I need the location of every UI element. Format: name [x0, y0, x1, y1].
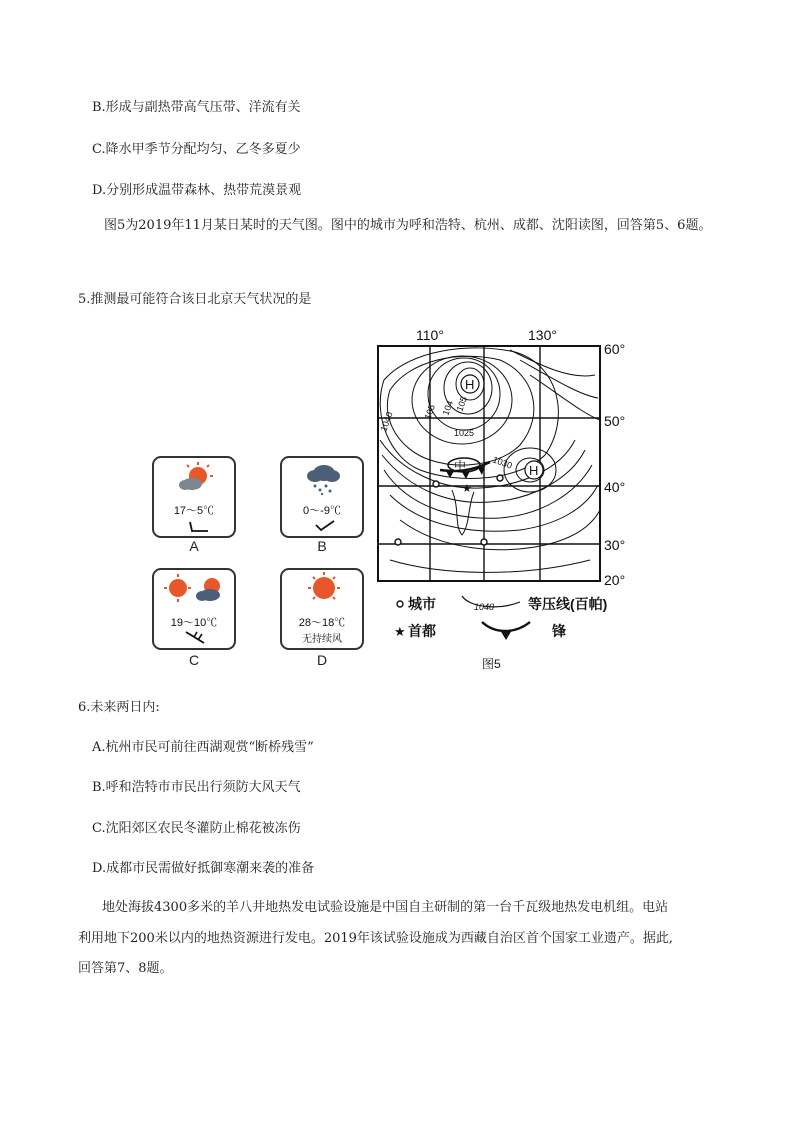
isobar-label: 104 [440, 399, 456, 417]
sun-icon [282, 570, 366, 618]
capital-star-icon: ★ [462, 482, 472, 495]
question-5: 5.推测最可能符合该日北京天气状况的是 [78, 292, 312, 307]
card-b-temp: 0～-9℃ [303, 505, 341, 517]
card-b-label: B [317, 538, 327, 554]
snow-cloud-icon [282, 458, 366, 506]
option-4c: C.降水甲季节分配均匀、乙冬多夏少 [92, 142, 301, 157]
card-d-label: D [316, 652, 328, 668]
legend-isobar: 等压线(百帕) [528, 596, 608, 612]
card-d-wind: 无持续风 [302, 634, 342, 645]
option-6d: D.成都市民需做好抵御寒潮来袭的准备 [92, 861, 315, 876]
lon-label-110: 110° [416, 327, 444, 343]
weather-card-c[interactable] [152, 568, 236, 650]
lat-label-40: 40° [604, 479, 626, 495]
card-d-temp: 28～18℃ [298, 617, 346, 629]
weather-card-d[interactable] [280, 568, 364, 650]
legend-star-icon: ★ [394, 625, 406, 640]
lat-label-50: 50° [604, 413, 626, 429]
card-a-temp: 17～5℃ [173, 505, 215, 517]
sun-cloud-icon [154, 458, 238, 506]
intro-7-8-line-1: 地处海拔4300多米的羊八井地热发电试验设施是中国自主研制的第一台千瓦级地热发电机组。电站 [102, 900, 669, 915]
map-legend [394, 596, 607, 640]
legend-isobar-sample: 1040 [474, 602, 495, 612]
intro-7-8-line-3: 回答第7、8题。 [78, 961, 173, 976]
card-c-temp: 19～10℃ [170, 617, 218, 629]
sun-then-cloud-icon [154, 570, 238, 618]
isobar-label: 1030 [491, 454, 514, 471]
question-6: 6.未来两日内: [78, 700, 160, 715]
option-6a: A.杭州市民可前往西湖观赏“断桥残雪” [92, 740, 314, 755]
lat-label-20: 20° [604, 572, 626, 588]
isobar-label: 1040 [378, 410, 395, 433]
high-pressure-label-east: H [529, 463, 539, 478]
figure-caption: 图5 [482, 657, 501, 671]
legend-capital: 首都 [408, 623, 436, 639]
lat-label-60: 60° [604, 341, 626, 357]
lat-label-30: 30° [604, 537, 626, 553]
weather-card-b[interactable] [280, 456, 364, 538]
isobars [380, 348, 600, 572]
lon-label-130: 130° [528, 327, 557, 343]
high-pressure-label-north: H [465, 377, 475, 392]
weather-map [370, 320, 650, 675]
isobar-label: 105 [454, 395, 470, 413]
intro-5-6: 图5为2019年11月某日某时的天气图。图中的城市为呼和浩特、杭州、成都、沈阳读图，回答第5、6题。 [104, 218, 712, 233]
legend-city: 城市 [408, 596, 436, 612]
wind-symbol-icon [184, 630, 208, 646]
wind-symbol-icon [314, 519, 336, 533]
wind-symbol-icon [188, 520, 210, 534]
card-a-label: A [189, 538, 199, 554]
option-4d: D.分别形成温带森林、热带荒漠景观 [92, 183, 302, 198]
weather-card-a[interactable] [152, 456, 236, 538]
map-mark-zhong: 中 [454, 459, 467, 473]
isobar-label: 1025 [454, 428, 475, 438]
option-6c: C.沈阳郊区农民冬灌防止棉花被冻伤 [92, 821, 301, 836]
card-c-label: C [188, 652, 200, 668]
option-4b: B.形成与副热带高气压带、洋流有关 [92, 100, 301, 115]
legend-front: 锋 [552, 623, 566, 639]
isobar-label: 105 [422, 403, 438, 421]
intro-7-8-line-2: 利用地下200米以内的地热资源进行发电。2019年该试验设施成为西藏自治区首个国家工业遗产。据此, [78, 931, 674, 946]
option-6b: B.呼和浩特市市民出行须防大风天气 [92, 780, 301, 795]
